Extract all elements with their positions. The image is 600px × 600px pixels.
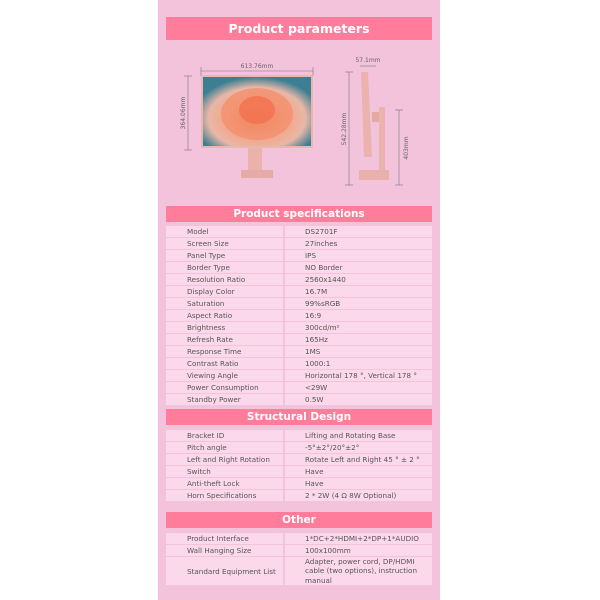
front-view xyxy=(180,63,313,178)
spec-key: Aspect Ratio xyxy=(166,310,283,321)
spec-value: Adapter, power cord, DP/HDMI cable (two options), instruction manual xyxy=(285,557,432,585)
spec-value: 16.7M xyxy=(285,286,432,297)
spec-key: Resolution Ratio xyxy=(166,274,283,285)
other-table xyxy=(166,533,432,587)
svg-text:57.1mm: 57.1mm xyxy=(355,57,381,64)
spec-value: 16:9 xyxy=(285,310,432,321)
table-row xyxy=(166,250,432,261)
specs-table xyxy=(166,226,432,406)
table-row xyxy=(166,334,432,345)
table-row xyxy=(166,322,432,333)
spec-key: Display Color xyxy=(166,286,283,297)
spec-value: Horizontal 178 °, Vertical 178 ° xyxy=(285,370,432,381)
spec-value: 1*DC+2*HDMI+2*DP+1*AUDIO xyxy=(285,533,432,544)
table-row xyxy=(166,382,432,393)
table-row xyxy=(166,478,432,489)
table-row xyxy=(166,490,432,501)
spec-key: Standard Equipment List xyxy=(166,557,283,585)
table-row xyxy=(166,274,432,285)
svg-text:542.28mm: 542.28mm xyxy=(341,112,348,146)
spec-key: Wall Hanging Size xyxy=(166,545,283,556)
spec-key: Model xyxy=(166,226,283,237)
table-row xyxy=(166,394,432,405)
structural-section-title: Structural Design xyxy=(166,409,432,425)
spec-key: Switch xyxy=(166,466,283,477)
table-row xyxy=(166,346,432,357)
side-view xyxy=(341,57,410,185)
spec-key: Power Consumption xyxy=(166,382,283,393)
table-row xyxy=(166,466,432,477)
spec-key: Response Time xyxy=(166,346,283,357)
spec-key: Refresh Rate xyxy=(166,334,283,345)
spec-value: 2560x1440 xyxy=(285,274,432,285)
spec-key: Anti-theft Lock xyxy=(166,478,283,489)
other-section-title: Other xyxy=(166,512,432,528)
spec-key: Pitch angle xyxy=(166,442,283,453)
svg-text:403mm: 403mm xyxy=(403,136,410,160)
spec-key: Contrast Ratio xyxy=(166,358,283,369)
table-row xyxy=(166,310,432,321)
spec-value: 100x100mm xyxy=(285,545,432,556)
spec-value: DS2701F xyxy=(285,226,432,237)
table-row xyxy=(166,262,432,273)
structural-table xyxy=(166,430,432,502)
spec-value: IPS xyxy=(285,250,432,261)
spec-value: 165Hz xyxy=(285,334,432,345)
spec-key: Bracket ID xyxy=(166,430,283,441)
table-row xyxy=(166,370,432,381)
table-row xyxy=(166,442,432,453)
spec-key: Standby Power xyxy=(166,394,283,405)
table-row xyxy=(166,545,432,556)
spec-value: 300cd/m² xyxy=(285,322,432,333)
spec-value: Rotate Left and Right 45 ° ± 2 ° xyxy=(285,454,432,465)
product-page xyxy=(158,0,440,600)
specs-section-title: Product specifications xyxy=(166,206,432,222)
page-title: Product parameters xyxy=(166,17,432,40)
spec-value: Have xyxy=(285,478,432,489)
spec-value: NO Border xyxy=(285,262,432,273)
spec-key: Panel Type xyxy=(166,250,283,261)
monitor-dimension-diagram xyxy=(158,52,440,197)
table-row xyxy=(166,298,432,309)
spec-value: 27inches xyxy=(285,238,432,249)
spec-value: 99%sRGB xyxy=(285,298,432,309)
spec-value: 2 * 2W (4 Ω 8W Optional) xyxy=(285,490,432,501)
spec-value: 1MS xyxy=(285,346,432,357)
table-row xyxy=(166,226,432,237)
spec-key: Horn Specifications xyxy=(166,490,283,501)
spec-value: <29W xyxy=(285,382,432,393)
spec-value: -5°±2°/20°±2° xyxy=(285,442,432,453)
table-row xyxy=(166,454,432,465)
table-row xyxy=(166,286,432,297)
spec-key: Left and Right Rotation xyxy=(166,454,283,465)
table-row xyxy=(166,430,432,441)
table-row xyxy=(166,557,432,585)
svg-text:613.76mm: 613.76mm xyxy=(240,63,274,70)
spec-key: Viewing Angle xyxy=(166,370,283,381)
spec-key: Product Interface xyxy=(166,533,283,544)
spec-value: 0.5W xyxy=(285,394,432,405)
svg-text:364.06mm: 364.06mm xyxy=(180,96,187,130)
spec-value: Lifting and Rotating Base xyxy=(285,430,432,441)
table-row xyxy=(166,358,432,369)
spec-key: Screen Size xyxy=(166,238,283,249)
spec-key: Saturation xyxy=(166,298,283,309)
spec-value: Have xyxy=(285,466,432,477)
table-row xyxy=(166,238,432,249)
spec-value: 1000:1 xyxy=(285,358,432,369)
spec-key: Brightness xyxy=(166,322,283,333)
table-row xyxy=(166,533,432,544)
spec-key: Border Type xyxy=(166,262,283,273)
